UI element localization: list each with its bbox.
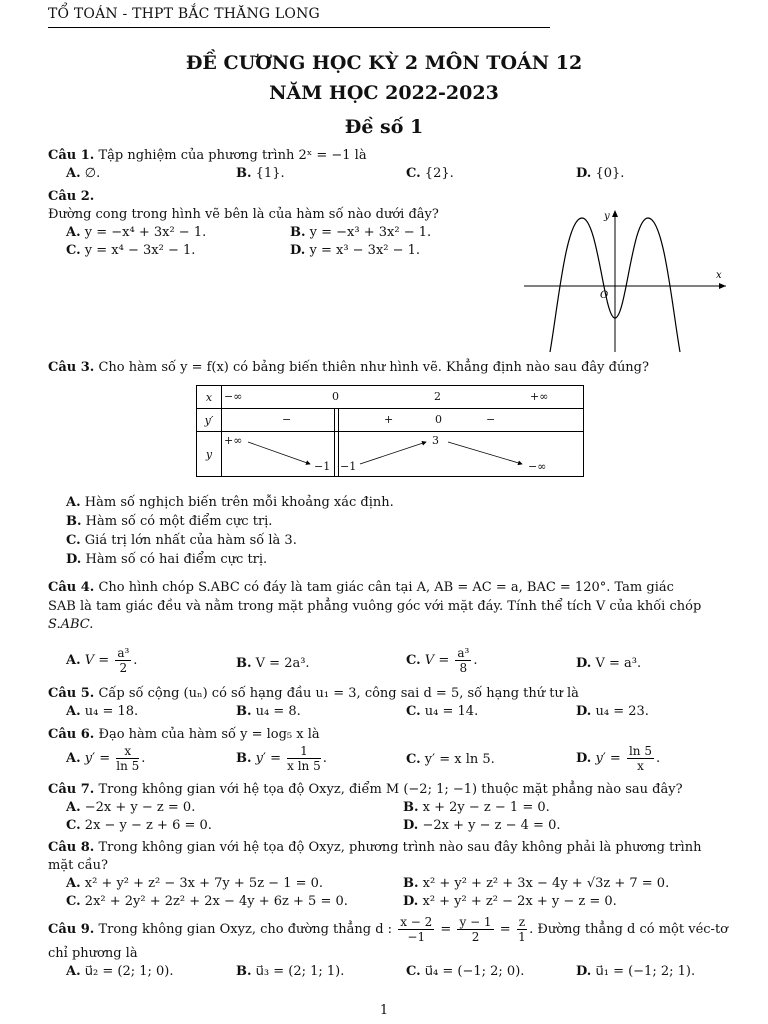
y-value: 3: [432, 434, 439, 447]
option-text: Hàm số có một điểm cực trị.: [85, 514, 273, 529]
numerator: 1: [287, 744, 321, 759]
q4-option-c: C. V = $\frac{\text{a³}}{8}$ .: [406, 646, 478, 675]
question-label: Câu 5.: [48, 686, 95, 701]
x-value: 2: [434, 390, 441, 403]
y-value: −∞: [528, 460, 547, 473]
option-text: {1}.: [255, 166, 285, 181]
denominator: x: [637, 759, 644, 773]
sign: −: [486, 413, 496, 426]
x-value: −∞: [224, 390, 243, 403]
question-6: [48, 727, 320, 742]
denominator: 8: [459, 661, 468, 675]
q8-option-d: D. x² + y² + z² − 2x + y − z = 0.: [403, 894, 617, 909]
question-stem: Cho hàm số y = f(x) có bảng biến thiên như hình vẽ. Khẳng định nào sau đây đúng?: [98, 360, 649, 375]
option-text: {0}.: [595, 166, 625, 181]
question-3: [48, 360, 649, 375]
option-text: u⃗₄ = (−1; 2; 0).: [424, 964, 525, 979]
question-9-line-1: Câu 9. Trong không gian Oxyz, cho đường thẳng d : $\frac{x - 2}{-1}$ = $\frac{y - 1}{2}$ = $\frac{z}{1}$ . Đường thẳng d có một véc-tơ: [48, 915, 729, 944]
option-text: ∅.: [84, 166, 101, 181]
y-value: +∞: [224, 434, 243, 447]
question-4-line-2: SAB là tam giác đều và nằm trong mặt phẳng vuông góc với mặt đáy. Tính thể tích V của khối chóp: [48, 599, 702, 614]
question-4-line-3: S.ABC.: [48, 617, 94, 632]
sign: 0: [435, 413, 442, 426]
question-8-line-2: mặt cầu?: [48, 858, 109, 873]
fraction: [398, 915, 434, 944]
q9-option-b: B. u⃗₃ = (2; 1; 1).: [236, 964, 345, 979]
question-label: Câu 8.: [48, 840, 95, 855]
origin-label: O: [600, 290, 609, 301]
fraction: [517, 915, 527, 944]
question-stem: Trong không gian với hệ tọa độ Oxyz, phương trình nào sau đây không phải là phương trình: [98, 840, 702, 855]
sign: +: [384, 413, 394, 426]
question-9-line-2: chỉ phương là: [48, 946, 138, 961]
q4-option-d: D. V = a³.: [576, 656, 642, 671]
denominator: 1: [518, 930, 526, 944]
variation-table: [196, 385, 584, 477]
option-text: u⃗₃ = (2; 1; 1).: [255, 964, 345, 979]
q5-option-c: C. u₄ = 14.: [406, 704, 479, 719]
numerator: x − 2: [400, 915, 433, 929]
question-2-label: Câu 2.: [48, 189, 95, 204]
q5-option-a: A. u₄ = 18.: [66, 704, 139, 719]
question-2-stem: Đường cong trong hình vẽ bên là của hàm số nào dưới đây?: [48, 207, 439, 222]
option-text: u₄ = 23.: [595, 704, 649, 719]
q1-option-b: B. {1}.: [236, 166, 285, 181]
q7-option-a: A. −2x + y − z = 0.: [66, 800, 196, 815]
question-stem: Tập nghiệm của phương trình 2ˣ = −1 là: [98, 148, 367, 163]
option-text: Hàm số nghịch biến trên mỗi khoảng xác định.: [84, 495, 394, 510]
question-label: Câu 1.: [48, 148, 95, 163]
page-header: TỔ TOÁN - THPT BẮC THĂNG LONG: [48, 6, 320, 22]
fraction: [116, 744, 139, 773]
q6-option-b: B. y′ = $\frac{1}{\text{x ln 5}}$ .: [236, 744, 327, 773]
question-label: Câu 7.: [48, 782, 95, 797]
numerator: y − 1: [459, 915, 492, 929]
question-stem: Cấp số cộng (uₙ) có số hạng đầu u₁ = 3, công sai d = 5, số hạng thứ tư là: [98, 686, 579, 701]
title-line-2: NĂM HỌC 2022-2023: [269, 82, 499, 104]
option-text: y = −x⁴ + 3x² − 1.: [84, 225, 207, 240]
option-text: u₄ = 8.: [255, 704, 301, 719]
q1-option-d: D. {0}.: [576, 166, 625, 181]
option-text: y = −x³ + 3x² − 1.: [309, 225, 432, 240]
q8-option-c: C. 2x² + 2y² + 2z² + 2x − 4y + 6z + 5 = 0.: [66, 894, 348, 909]
x-axis-label: x: [716, 270, 722, 281]
question-4-line-1: [48, 580, 674, 595]
option-text: 2x² + 2y² + 2z² + 2x − 4y + 6z + 5 = 0.: [84, 894, 348, 909]
numerator: z: [518, 915, 526, 929]
q3-option-a: A. Hàm số nghịch biến trên mỗi khoảng xác định.: [66, 495, 394, 510]
numerator: a³: [117, 646, 130, 660]
q7-option-c: C. 2x − y − z + 6 = 0.: [66, 818, 212, 833]
numerator: a³: [457, 646, 470, 660]
q6-option-d: D. y′ = $\frac{\ln 5}{x}$ .: [576, 744, 661, 773]
discontinuity-bar: [334, 409, 339, 431]
q3-option-b: B. Hàm số có một điểm cực trị.: [66, 514, 273, 529]
page-number: 1: [379, 1003, 389, 1018]
q9-option-c: C. u⃗₄ = (−1; 2; 0).: [406, 964, 525, 979]
question-8-line-1: [48, 840, 701, 855]
x-axis-arrow: [719, 283, 726, 289]
y-value: −1: [340, 460, 357, 473]
option-text: 2x − y − z + 6 = 0.: [84, 818, 212, 833]
y-axis-arrow: [612, 210, 618, 217]
question-label: Câu 9.: [48, 922, 95, 937]
question-label: Câu 4.: [48, 580, 95, 595]
sign: −: [282, 413, 292, 426]
question-1: [48, 148, 367, 163]
fraction: [627, 744, 654, 773]
question-stem: Trong không gian với hệ tọa độ Oxyz, điểm M (−2; 1; −1) thuộc mặt phẳng nào sau đây?: [98, 782, 683, 797]
question-stem: Đạo hàm của hàm số y = log₅ x là: [98, 727, 320, 742]
y-value: −1: [314, 460, 331, 473]
numerator: x: [116, 744, 139, 759]
denominator: x ln 5: [287, 759, 321, 773]
option-text: x² + y² + z² − 3x + 7y + 5z − 1 = 0.: [84, 876, 324, 891]
q5-option-b: B. u₄ = 8.: [236, 704, 301, 719]
q2-option-b: B. y = −x³ + 3x² − 1.: [290, 225, 432, 240]
option-text: −2x + y − z − 4 = 0.: [422, 818, 561, 833]
x-value: 0: [332, 390, 339, 403]
option-text: V = 2a³.: [255, 656, 310, 671]
x-value: +∞: [530, 390, 549, 403]
question-stem: Cho hình chóp S.ABC có đáy là tam giác cân tại A, AB = AC = a, BAC = 120°. Tam giác: [98, 580, 674, 595]
title-line-3: Đề số 1: [344, 116, 424, 138]
q2-option-d: D. y = x³ − 3x² − 1.: [290, 243, 421, 258]
option-text: x² + y² + z² − 2x + y − z = 0.: [422, 894, 617, 909]
q5-option-d: D. u₄ = 23.: [576, 704, 649, 719]
q4-option-b: B. V = 2a³.: [236, 656, 310, 671]
q8-option-b: B. x² + y² + z² + 3x − 4y + √3z + 7 = 0.: [403, 876, 670, 891]
option-text: x + 2y − z − 1 = 0.: [422, 800, 550, 815]
row-label-x: x: [205, 390, 213, 404]
q8-option-a: A. x² + y² + z² − 3x + 7y + 5z − 1 = 0.: [66, 876, 324, 891]
fraction: [115, 646, 131, 675]
question-stem: Trong không gian Oxyz, cho đường thẳng d :: [98, 922, 393, 937]
question-label: Câu 6.: [48, 727, 95, 742]
q3-option-c: C. Giá trị lớn nhất của hàm số là 3.: [66, 533, 297, 548]
option-text: u₄ = 14.: [424, 704, 479, 719]
q9-option-a: A. u⃗₂ = (2; 1; 0).: [66, 964, 174, 979]
q1-option-a: A. ∅.: [66, 166, 101, 181]
variation-arrows: [222, 432, 584, 476]
y-axis-label: y: [604, 211, 610, 222]
question-label: Câu 3.: [48, 360, 95, 375]
row-label-yprime: y′: [204, 413, 214, 427]
fraction: [455, 646, 471, 675]
q9-option-d: D. u⃗₁ = (−1; 2; 1).: [576, 964, 696, 979]
option-text: u₄ = 18.: [84, 704, 139, 719]
question-stem-end: . Đường thẳng d có một véc-tơ: [529, 922, 729, 937]
function-graph: [520, 206, 730, 356]
option-text: u⃗₂ = (2; 1; 0).: [84, 964, 174, 979]
q6-option-a: A. y′ = $\frac{x}{\ln 5}$ .: [66, 744, 146, 773]
option-text: y′ = x ln 5.: [424, 752, 495, 767]
option-text: Giá trị lớn nhất của hàm số là 3.: [84, 533, 297, 548]
denominator: 2: [119, 661, 128, 675]
option-text: y = x³ − 3x² − 1.: [309, 243, 421, 258]
q2-option-c: C. y = x⁴ − 3x² − 1.: [66, 243, 196, 258]
q7-option-b: B. x + 2y − z − 1 = 0.: [403, 800, 550, 815]
denominator: −1: [407, 930, 426, 944]
q6-option-c: C. y′ = x ln 5.: [406, 752, 495, 767]
option-text: −2x + y − z = 0.: [84, 800, 196, 815]
option-text: {2}.: [424, 166, 454, 181]
denominator: 2: [471, 930, 480, 944]
row-label-y: y: [205, 447, 213, 461]
numerator: ln 5: [628, 744, 652, 758]
option-text: x² + y² + z² + 3x − 4y + √3z + 7 = 0.: [422, 876, 670, 891]
option-text: y = x⁴ − 3x² − 1.: [84, 243, 196, 258]
question-7: [48, 782, 683, 797]
option-text: Hàm số có hai điểm cực trị.: [85, 552, 268, 567]
q4-option-a: A. V = $\frac{\text{a³}}{2}$ .: [66, 646, 138, 675]
q1-option-c: C. {2}.: [406, 166, 454, 181]
option-text: V = a³.: [595, 656, 642, 671]
q2-option-a: A. y = −x⁴ + 3x² − 1.: [66, 225, 207, 240]
q3-option-d: D. Hàm số có hai điểm cực trị.: [66, 552, 268, 567]
title-line-1: ĐỀ CƯƠNG HỌC KỲ 2 MÔN TOÁN 12: [185, 52, 583, 74]
denominator: ln 5: [116, 759, 140, 773]
question-5: [48, 686, 579, 701]
fraction: [457, 915, 493, 944]
header-rule: [48, 27, 550, 28]
option-text: u⃗₁ = (−1; 2; 1).: [595, 964, 696, 979]
fraction: [287, 744, 321, 773]
q7-option-d: D. −2x + y − z − 4 = 0.: [403, 818, 561, 833]
